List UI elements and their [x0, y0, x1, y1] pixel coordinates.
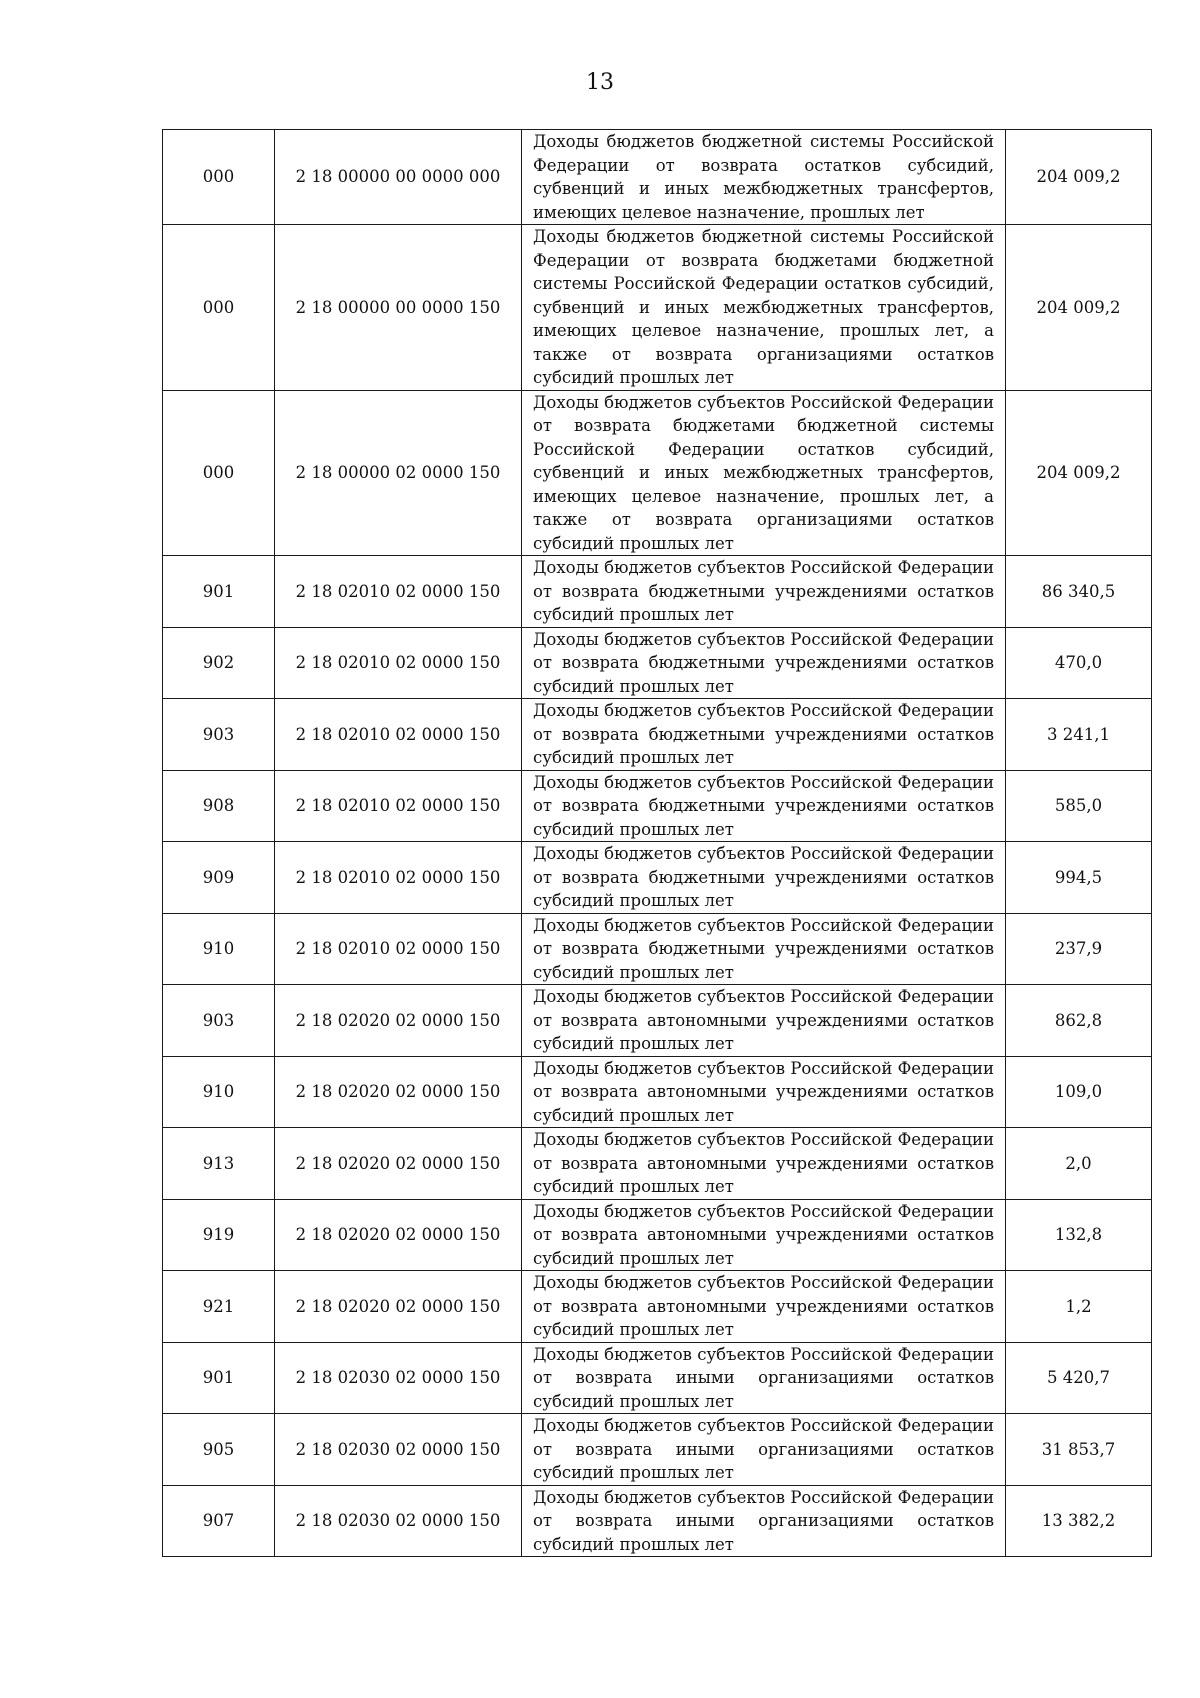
- budget-code-cell: 2 18 02030 02 0000 150: [275, 1342, 522, 1414]
- admin-code-cell: 908: [163, 770, 275, 842]
- table-row: [163, 1342, 1152, 1414]
- revenue-table: [162, 129, 1152, 1557]
- description-cell: Доходы бюджетов субъектов Российской Федерации от возврата бюджетными учреждениями остатков субсидий прошлых лет: [522, 842, 1006, 914]
- amount-cell: 2,0: [1006, 1128, 1152, 1200]
- admin-code-cell: 903: [163, 985, 275, 1057]
- description-cell: Доходы бюджетов субъектов Российской Федерации от возврата иными организациями остатков субсидий прошлых лет: [522, 1414, 1006, 1486]
- budget-code-cell: 2 18 02020 02 0000 150: [275, 1128, 522, 1200]
- description-cell: Доходы бюджетов бюджетной системы Российской Федерации от возврата остатков субсидий, субвенций и иных межбюджетных трансфертов, имеющих целевое назначение, прошлых лет: [522, 130, 1006, 225]
- amount-cell: 132,8: [1006, 1199, 1152, 1271]
- description-cell: Доходы бюджетов субъектов Российской Федерации от возврата автономными учреждениями остатков субсидий прошлых лет: [522, 1271, 1006, 1343]
- admin-code-cell: 909: [163, 842, 275, 914]
- amount-cell: 994,5: [1006, 842, 1152, 914]
- table-row: [163, 1485, 1152, 1557]
- admin-code-cell: 905: [163, 1414, 275, 1486]
- admin-code-cell: 913: [163, 1128, 275, 1200]
- amount-cell: 86 340,5: [1006, 556, 1152, 628]
- budget-code-cell: 2 18 02030 02 0000 150: [275, 1485, 522, 1557]
- table-row: [163, 1414, 1152, 1486]
- table-row: [163, 842, 1152, 914]
- description-cell: Доходы бюджетов субъектов Российской Федерации от возврата автономными учреждениями остатков субсидий прошлых лет: [522, 1199, 1006, 1271]
- budget-code-cell: 2 18 02020 02 0000 150: [275, 1199, 522, 1271]
- budget-code-cell: 2 18 02010 02 0000 150: [275, 842, 522, 914]
- table-row: [163, 699, 1152, 771]
- amount-cell: 31 853,7: [1006, 1414, 1152, 1486]
- amount-cell: 13 382,2: [1006, 1485, 1152, 1557]
- amount-cell: 109,0: [1006, 1056, 1152, 1128]
- description-cell: Доходы бюджетов субъектов Российской Федерации от возврата автономными учреждениями остатков субсидий прошлых лет: [522, 985, 1006, 1057]
- description-cell: Доходы бюджетов бюджетной системы Российской Федерации от возврата бюджетами бюджетной системы Российской Федерации остатков субсидий, субвенций и иных межбюджетных трансфертов, имеющих целевое назначение, прошлых лет, а также от возврата организациями остатков субсидий прошлых лет: [522, 225, 1006, 391]
- admin-code-cell: 919: [163, 1199, 275, 1271]
- description-cell: Доходы бюджетов субъектов Российской Федерации от возврата иными организациями остатков субсидий прошлых лет: [522, 1485, 1006, 1557]
- budget-code-cell: 2 18 00000 00 0000 000: [275, 130, 522, 225]
- amount-cell: 470,0: [1006, 627, 1152, 699]
- amount-cell: 862,8: [1006, 985, 1152, 1057]
- admin-code-cell: 000: [163, 390, 275, 556]
- amount-cell: 3 241,1: [1006, 699, 1152, 771]
- table-row: [163, 985, 1152, 1057]
- admin-code-cell: 000: [163, 130, 275, 225]
- table-row: [163, 913, 1152, 985]
- budget-code-cell: 2 18 02010 02 0000 150: [275, 770, 522, 842]
- amount-cell: 237,9: [1006, 913, 1152, 985]
- table-row: [163, 390, 1152, 556]
- admin-code-cell: 907: [163, 1485, 275, 1557]
- description-cell: Доходы бюджетов субъектов Российской Федерации от возврата бюджетными учреждениями остатков субсидий прошлых лет: [522, 770, 1006, 842]
- table-body: [163, 130, 1152, 1557]
- description-cell: Доходы бюджетов субъектов Российской Федерации от возврата автономными учреждениями остатков субсидий прошлых лет: [522, 1128, 1006, 1200]
- budget-code-cell: 2 18 00000 00 0000 150: [275, 225, 522, 391]
- admin-code-cell: 902: [163, 627, 275, 699]
- description-cell: Доходы бюджетов субъектов Российской Федерации от возврата бюджетными учреждениями остатков субсидий прошлых лет: [522, 556, 1006, 628]
- budget-code-cell: 2 18 02020 02 0000 150: [275, 1271, 522, 1343]
- table-row: [163, 556, 1152, 628]
- description-cell: Доходы бюджетов субъектов Российской Федерации от возврата иными организациями остатков субсидий прошлых лет: [522, 1342, 1006, 1414]
- amount-cell: 1,2: [1006, 1271, 1152, 1343]
- table-row: [163, 1199, 1152, 1271]
- table-row: [163, 1056, 1152, 1128]
- admin-code-cell: 901: [163, 556, 275, 628]
- budget-code-cell: 2 18 00000 02 0000 150: [275, 390, 522, 556]
- amount-cell: 204 009,2: [1006, 225, 1152, 391]
- admin-code-cell: 901: [163, 1342, 275, 1414]
- amount-cell: 5 420,7: [1006, 1342, 1152, 1414]
- table-row: [163, 627, 1152, 699]
- budget-code-cell: 2 18 02020 02 0000 150: [275, 1056, 522, 1128]
- admin-code-cell: 000: [163, 225, 275, 391]
- table-row: [163, 1128, 1152, 1200]
- budget-code-cell: 2 18 02010 02 0000 150: [275, 556, 522, 628]
- description-cell: Доходы бюджетов субъектов Российской Федерации от возврата бюджетами бюджетной системы Российской Федерации остатков субсидий, субвенций и иных межбюджетных трансфертов, имеющих целевое назначение, прошлых лет, а также от возврата организациями остатков субсидий прошлых лет: [522, 390, 1006, 556]
- budget-code-cell: 2 18 02010 02 0000 150: [275, 913, 522, 985]
- budget-code-cell: 2 18 02020 02 0000 150: [275, 985, 522, 1057]
- description-cell: Доходы бюджетов субъектов Российской Федерации от возврата бюджетными учреждениями остатков субсидий прошлых лет: [522, 913, 1006, 985]
- amount-cell: 204 009,2: [1006, 390, 1152, 556]
- amount-cell: 204 009,2: [1006, 130, 1152, 225]
- admin-code-cell: 921: [163, 1271, 275, 1343]
- table-row: [163, 225, 1152, 391]
- description-cell: Доходы бюджетов субъектов Российской Федерации от возврата автономными учреждениями остатков субсидий прошлых лет: [522, 1056, 1006, 1128]
- admin-code-cell: 910: [163, 913, 275, 985]
- table-row: [163, 770, 1152, 842]
- budget-code-cell: 2 18 02010 02 0000 150: [275, 627, 522, 699]
- description-cell: Доходы бюджетов субъектов Российской Федерации от возврата бюджетными учреждениями остатков субсидий прошлых лет: [522, 699, 1006, 771]
- table-row: [163, 130, 1152, 225]
- admin-code-cell: 910: [163, 1056, 275, 1128]
- amount-cell: 585,0: [1006, 770, 1152, 842]
- description-cell: Доходы бюджетов субъектов Российской Федерации от возврата бюджетными учреждениями остатков субсидий прошлых лет: [522, 627, 1006, 699]
- budget-code-cell: 2 18 02010 02 0000 150: [275, 699, 522, 771]
- budget-code-cell: 2 18 02030 02 0000 150: [275, 1414, 522, 1486]
- page-number: 13: [586, 70, 614, 95]
- table-row: [163, 1271, 1152, 1343]
- admin-code-cell: 903: [163, 699, 275, 771]
